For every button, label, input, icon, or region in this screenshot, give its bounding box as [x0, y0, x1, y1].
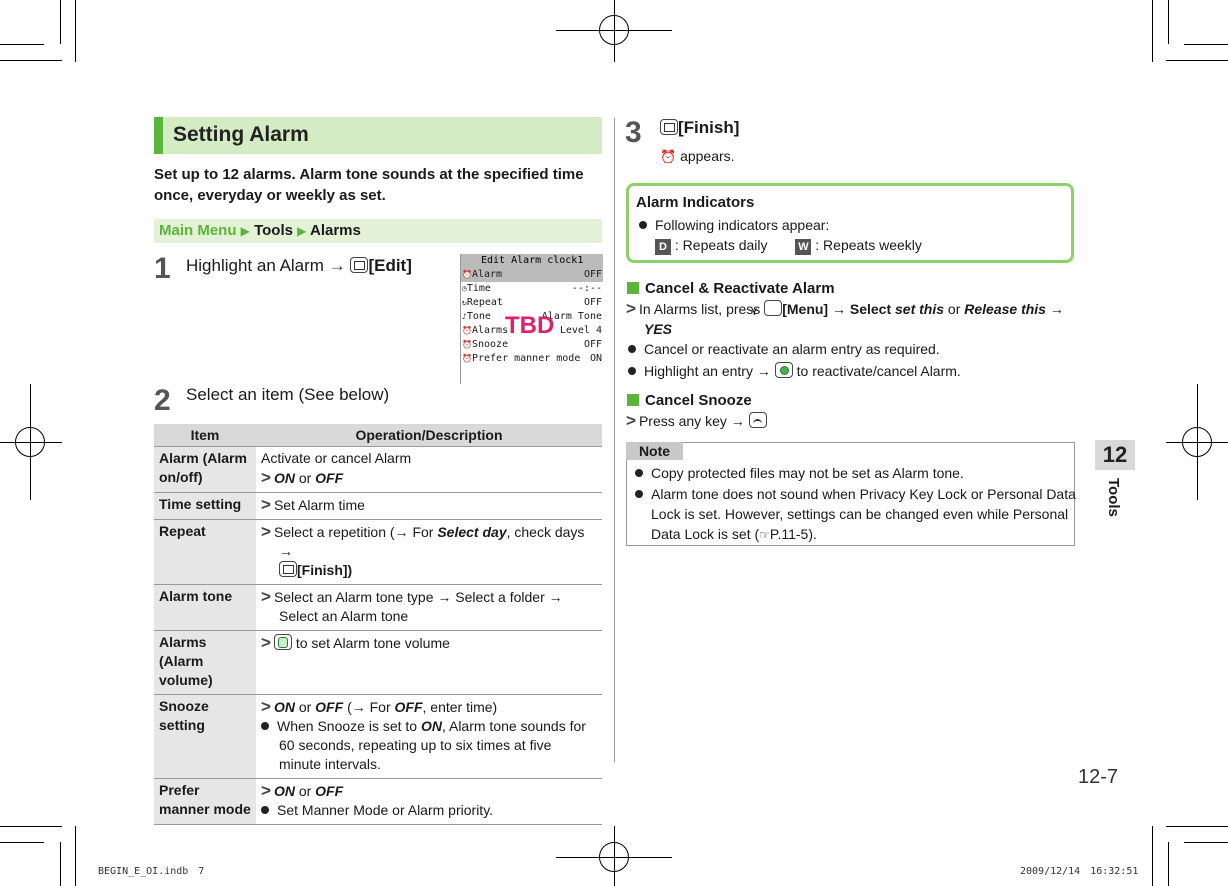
breadcrumb — [154, 219, 602, 243]
bullet-icon — [639, 221, 647, 229]
reference-icon: ☞ — [759, 528, 770, 542]
weekly-indicator-icon: W — [795, 239, 811, 255]
breadcrumb-main-menu[interactable]: Main Menu — [159, 222, 237, 239]
breadcrumb-tools[interactable]: Tools — [254, 222, 293, 239]
phone-screen — [460, 254, 603, 384]
chapter-number: 12 — [1102, 442, 1128, 467]
screen-row[interactable] — [461, 338, 603, 352]
screen-row-value: OFF — [583, 297, 602, 308]
table-row-item: Snooze setting — [154, 695, 256, 779]
screen-row[interactable] — [461, 352, 603, 366]
table-row-desc: > Select a repetition (→ For Select day, check days → [Finish]) — [256, 520, 602, 585]
screen-row[interactable] — [461, 296, 603, 310]
screen-row[interactable] — [461, 268, 603, 282]
table-row-desc: > to set Alarm tone volume — [256, 631, 602, 695]
chapter-tab — [1095, 440, 1135, 470]
end-key-icon[interactable] — [749, 412, 767, 428]
daily-indicator-label: : Repeats daily — [674, 237, 768, 253]
footer-right: 2009/12/14 16:32:51 — [1020, 866, 1139, 877]
weekly-indicator-label: : Repeats weekly — [815, 237, 922, 253]
indicators-line: Following indicators appear: — [639, 217, 829, 233]
screen-row-label: Time — [466, 283, 491, 294]
indicators-title: Alarm Indicators — [636, 194, 755, 211]
screen-row[interactable] — [461, 282, 603, 296]
screen-row-icon: ♪ — [462, 312, 467, 321]
cancel-bullet-1: Cancel or reactivate an alarm entry as required. — [628, 341, 940, 357]
table-row — [154, 585, 602, 631]
breadcrumb-arrow-icon: ▶ — [240, 224, 250, 238]
cancel-line-1: > In Alarms list, press Y [Menu] → Select set this or Release this → YES — [626, 299, 1066, 339]
screen-row-value: ON — [589, 353, 602, 364]
bullet-icon — [635, 469, 643, 477]
center-key-icon[interactable] — [775, 362, 793, 378]
table-header-operation: Operation/Description — [256, 424, 602, 447]
table-row — [154, 779, 602, 825]
square-bullet-icon — [627, 282, 639, 294]
footer-left: BEGIN_E_OI.indb 7 — [98, 866, 205, 877]
table-row-item: Time setting — [154, 493, 256, 520]
bullet-icon — [628, 345, 636, 353]
screen-row-value: Alarm Tone — [541, 311, 602, 322]
note-item-2: Alarm tone does not sound when Privacy Key Lock or Personal Data Lock is set. However, settings can be changed even while Personal Data Lock is set (☞P.11-5). — [635, 484, 1087, 545]
screen-row-icon: ↻ — [462, 298, 467, 307]
mail-key-icon[interactable] — [350, 257, 368, 273]
mail-key-icon[interactable] — [279, 561, 297, 577]
screen-row-label: Tone — [466, 311, 491, 322]
note-title: Note — [626, 442, 683, 460]
table-header-item: Item — [154, 424, 256, 447]
bullet-icon — [261, 806, 269, 814]
screen-row-value: --:-- — [571, 283, 602, 294]
table-row-desc: > ON or OFF (→ For OFF, enter time) When Snooze is set to ON, Alarm tone sounds for 60 seconds, repeating up to six times at five minute intervals. — [256, 695, 602, 779]
table-row-item: Repeat — [154, 520, 256, 585]
y-key-icon[interactable] — [764, 300, 782, 316]
screen-row-label: Alarm — [471, 269, 503, 280]
note-box — [626, 442, 1075, 546]
screen-row-icon: ⏰ — [462, 340, 472, 349]
table-row-desc: > Set Alarm time — [256, 493, 602, 520]
step-3 — [660, 118, 739, 138]
screen-row-icon: ⏰ — [462, 326, 472, 335]
step-3-sub-text: appears. — [680, 148, 735, 164]
daily-indicator-icon: D — [655, 239, 671, 255]
screen-row-icon: ⏰ — [462, 270, 472, 279]
table-row — [154, 493, 602, 520]
table-row-desc: Activate or cancel Alarm > ON or OFF — [256, 447, 602, 493]
screen-row-label: Alarms — [471, 325, 509, 336]
screen-row-label: Snooze — [471, 339, 509, 350]
alarm-indicators-box — [626, 183, 1074, 263]
section-header — [154, 117, 602, 154]
edit-key-label: [Edit] — [368, 256, 412, 275]
step-3-sub — [660, 148, 735, 165]
table-row-desc: > ON or OFF Set Manner Mode or Alarm priority. — [256, 779, 602, 825]
step-2-text: Select an item (See below) — [186, 385, 390, 404]
square-bullet-icon — [627, 394, 639, 406]
bullet-icon — [261, 722, 269, 730]
column-divider — [614, 118, 615, 762]
step-1 — [186, 256, 412, 276]
screen-row-label: Repeat — [466, 297, 503, 308]
breadcrumb-arrow-icon: ▶ — [297, 224, 307, 238]
screen-row-value: OFF — [583, 339, 602, 350]
cancel-bullet-2: Highlight an entry → to reactivate/cancel Alarm. — [628, 362, 961, 379]
note-item-1: Copy protected files may not be set as Alarm tone. — [635, 463, 964, 483]
table-row-item: Alarms (Alarm volume) — [154, 631, 256, 695]
table-row — [154, 520, 602, 585]
table-row-item: Prefer manner mode — [154, 779, 256, 825]
chapter-name: Tools — [1105, 478, 1122, 517]
screen-row-label: Prefer manner mode — [471, 353, 581, 364]
alarm-clock-icon: ⏰ — [660, 149, 677, 164]
screen-row-icon: ◷ — [462, 284, 467, 293]
step-1-number: 1 — [154, 252, 171, 285]
screen-row-icon: ⏰ — [462, 354, 472, 363]
tbd-overlay: TBD — [505, 312, 555, 339]
breadcrumb-alarms[interactable]: Alarms — [310, 222, 361, 239]
snooze-section-title: Cancel Snooze — [627, 392, 752, 409]
finish-key-label: [Finish] — [678, 118, 740, 137]
screen-title-bar — [461, 254, 603, 268]
options-table — [154, 424, 602, 825]
section-title: Setting Alarm — [173, 123, 309, 146]
step-2-number: 2 — [154, 384, 171, 417]
step-3-number: 3 — [625, 116, 642, 149]
intro-text: Set up to 12 alarms. Alarm tone sounds at the specified time once, everyday or weekly as set. — [154, 166, 584, 204]
table-row — [154, 695, 602, 779]
nav-key-icon[interactable] — [274, 634, 292, 650]
screen-row-value: OFF — [583, 269, 602, 280]
mail-key-icon[interactable] — [660, 119, 678, 135]
screen-row-value: Level 4 — [559, 325, 602, 336]
table-row — [154, 631, 602, 695]
cancel-section-title: Cancel & Reactivate Alarm — [627, 280, 835, 297]
screen-title: Edit Alarm clock1 — [481, 255, 584, 266]
bullet-icon — [635, 490, 643, 498]
snooze-line: > Press any key → — [626, 411, 767, 431]
page-number: 12-7 — [1078, 766, 1119, 788]
bullet-icon — [628, 367, 636, 375]
step-1-text: Highlight an Alarm — [186, 256, 324, 275]
table-row-desc: > Select an Alarm tone type → Select a folder → Select an Alarm tone — [256, 585, 602, 631]
indicators-icons — [655, 237, 922, 255]
table-row-item: Alarm (Alarm on/off) — [154, 447, 256, 493]
table-row — [154, 447, 602, 493]
arrow-icon: → — [328, 256, 346, 275]
table-row-item: Alarm tone — [154, 585, 256, 631]
